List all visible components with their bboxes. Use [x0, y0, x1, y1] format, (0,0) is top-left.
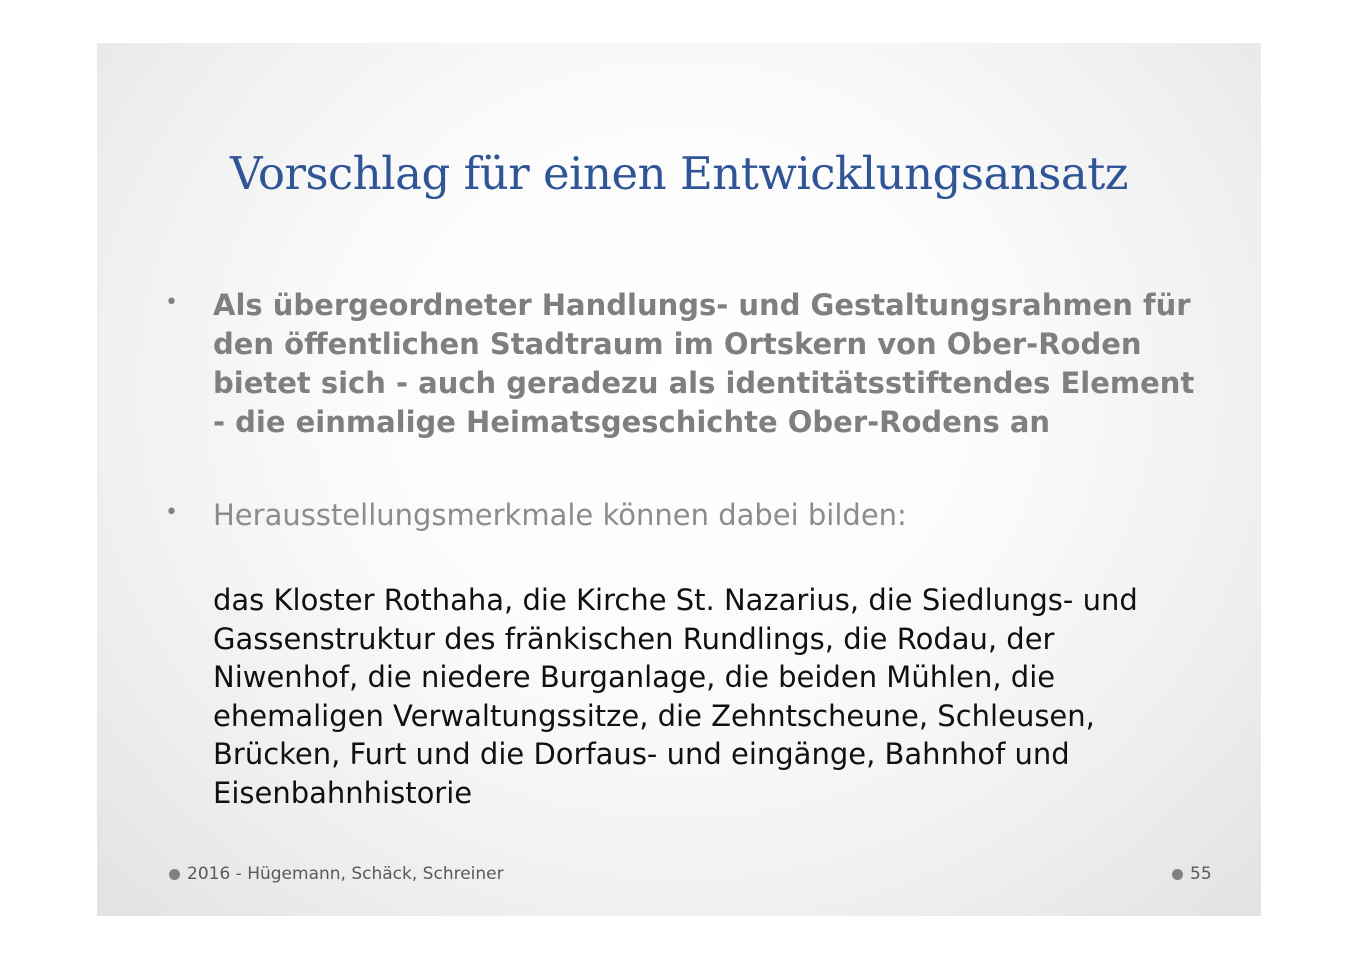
- footer-credit: [169, 864, 504, 884]
- footer-credit-text: 2016 - Hügemann, Schäck, Schreiner: [187, 864, 504, 884]
- page-number: [1172, 864, 1212, 884]
- footer-dot-icon: [1172, 869, 1183, 880]
- bullet-text: Als übergeordneter Handlungs- und Gestaltungsrahmen für den öffentlichen Stadtraum im Ortskern von Ober-Roden bietet sich - auch geradezu als identitätsstiftendes Element - die einmalige Heimatsgeschichte Ober-Rodens an: [213, 288, 1195, 439]
- sub-paragraph: das Kloster Rothaha, die Kirche St. Nazarius, die Siedlungs- und Gassenstruktur des fränkischen Rundlings, die Rodau, der Niwenhof, die niedere Burganlage, die beiden Mühlen, die ehemaligen Verwaltungssitze, die Zehntscheune, Schleusen, Brücken, Furt und die Dorfaus- und eingänge, Bahnhof und Eisenbahnhistorie: [213, 583, 1138, 810]
- footer-dot-icon: [169, 869, 180, 880]
- bullet-marker: •: [165, 290, 178, 315]
- bullet-text: Herausstellungsmerkmale können dabei bilden:: [213, 498, 907, 532]
- slide: [97, 43, 1261, 916]
- bullet-marker: •: [165, 500, 178, 525]
- page-number-text: 55: [1190, 864, 1212, 884]
- slide-title: Vorschlag für einen Entwicklungsansatz: [229, 147, 1129, 200]
